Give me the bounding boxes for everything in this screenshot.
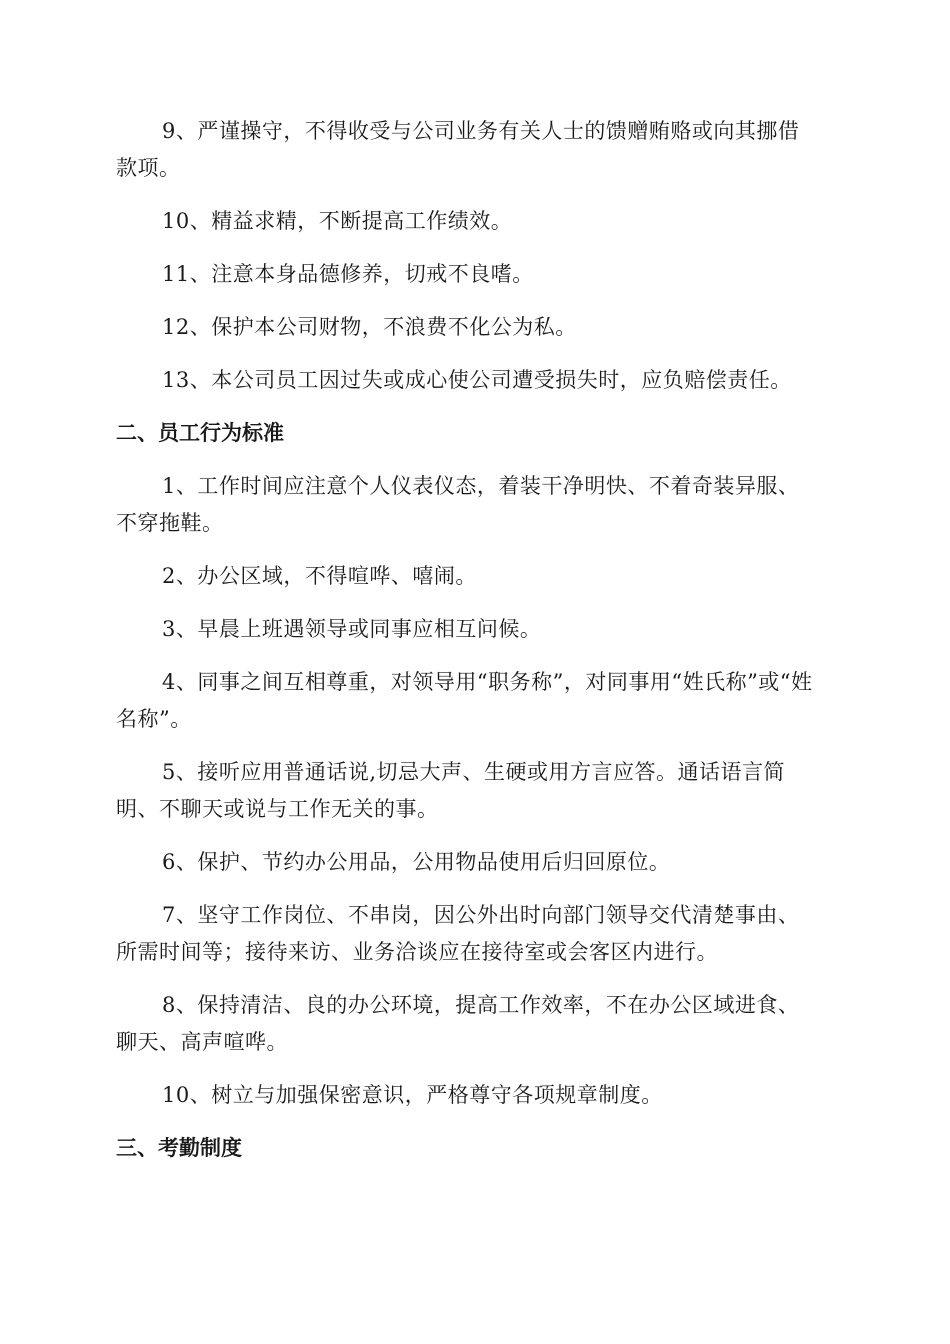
conduct-item-1: 1、工作时间应注意个人仪表仪态，着装干净明快、不着奇装异服、不穿拖鞋。 (116, 474, 800, 535)
rule-item-13: 13、本公司员工因过失或成心使公司遭受损失时，应负赔偿责任。 (162, 368, 792, 392)
section-heading-attendance: 三、考勤制度 (116, 1136, 242, 1160)
conduct-item-2: 2、办公区域，不得喧哗、嘻闹。 (162, 564, 477, 588)
rule-item-11: 11、注意本身品德修养，切戒不良嗜。 (162, 262, 534, 286)
conduct-item-7: 7、坚守工作岗位、不串岗，因公外出时向部门领导交代清楚事由、所需时间等；接待来访、业务洽谈应在接待室或会客区内进行。 (116, 903, 800, 964)
section-heading-conduct-standards: 二、员工行为标准 (116, 421, 284, 445)
conduct-item-8: 8、保持清洁、良的办公环境，提高工作效率，不在办公区域进食、聊天、高声喧哗。 (116, 993, 800, 1054)
conduct-item-4: 4、同事之间互相尊重，对领导用“职务称”，对同事用“姓氏称”或“姓名称”。 (116, 670, 813, 731)
rule-item-9: 9、严谨操守，不得收受与公司业务有关人士的馈赠贿赂或向其挪借款项。 (116, 119, 800, 180)
document-page (116, 113, 820, 1183)
rule-item-10: 10、精益求精，不断提高工作绩效。 (162, 209, 513, 233)
rule-item-12: 12、保护本公司财物，不浪费不化公为私。 (162, 315, 577, 339)
conduct-item-10: 10、树立与加强保密意识，严格尊守各项规章制度。 (162, 1083, 663, 1107)
conduct-item-5: 5、接听应用普通话说,切忌大声、生硬或用方言应答。通话语言简明、不聊天或说与工作无关的事。 (116, 760, 786, 821)
conduct-item-6: 6、保护、节约办公用品，公用物品使用后归回原位。 (162, 850, 671, 874)
conduct-item-3: 3、早晨上班遇领导或同事应相互问候。 (162, 617, 542, 641)
